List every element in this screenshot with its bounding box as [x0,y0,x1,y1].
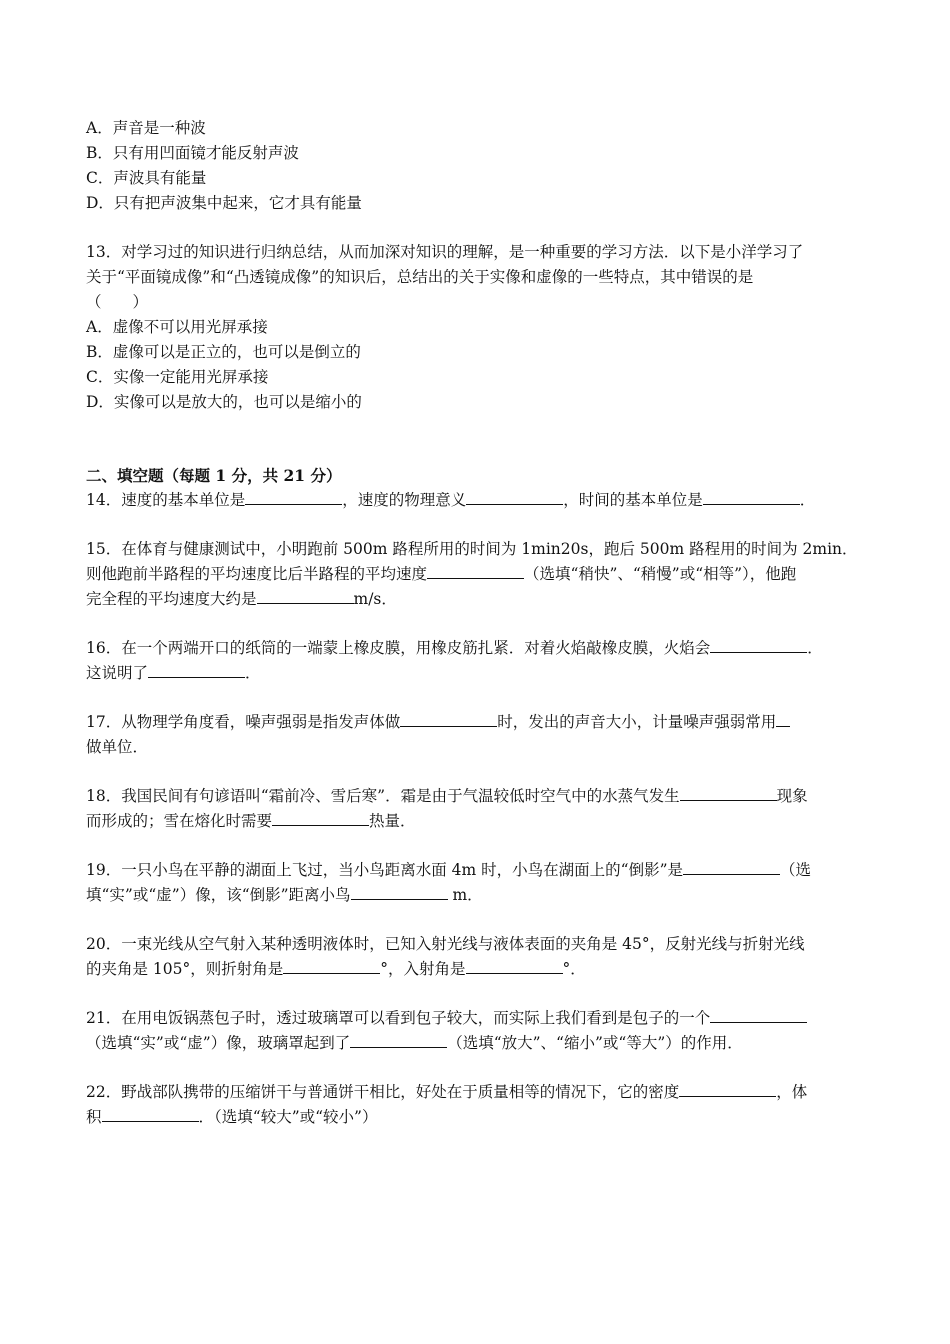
question-text [86,883,866,908]
question-19 [86,858,866,908]
question-16 [86,636,866,686]
question-text [86,1080,866,1105]
text-segment: °． [562,960,586,978]
answer-blank [102,1106,199,1122]
text-segment: ，体 [776,1083,808,1101]
option-c: C．实像一定能用光屏承接 [86,368,269,386]
text-segment: （选填“放大”、“缩小”或“等大”）的作用． [447,1034,743,1052]
answer-blank [466,958,563,974]
text-segment: 17．从物理学角度看，噪声强弱是指发声体做 [86,713,401,731]
question-text [86,488,866,513]
question-text [86,587,866,612]
answer-blank [710,1007,807,1023]
option-b: B．只有用凹面镜才能反射声波 [86,144,299,162]
text-segment: 填“实”或“虚”）像，该“倒影”距离小鸟 [86,886,351,904]
answer-blank [703,489,800,505]
text-segment: 积 [86,1108,102,1126]
question-13 [86,240,866,415]
text-segment: （选 [780,861,812,879]
question-text [86,710,866,735]
text-segment: °，入射角是 [380,960,466,978]
exam-page [86,116,866,1130]
text-segment: ． [807,639,823,657]
section-title: 二、填空题（每题 1 分，共 21 分） [86,466,342,485]
question-text [86,1006,866,1031]
text-segment: 则他跑前半路程的平均速度比后半路程的平均速度 [86,565,428,583]
question-text [86,1105,866,1130]
text-segment: 22．野战部队携带的压缩饼干与普通饼干相比，好处在于质量相等的情况下，它的密度 [86,1083,680,1101]
question-text [86,562,866,587]
answer-blank [710,637,807,653]
text-segment: 完全程的平均速度大约是 [86,590,257,608]
question-text: 关于“平面镜成像”和“凸透镜成像”的知识后，总结出的关于实像和虚像的一些特点，其中错误的是 [86,268,754,286]
text-segment: 16．在一个两端开口的纸筒的一端蒙上橡皮膜，用橡皮筋扎紧．对着火焰敲橡皮膜，火焰会 [86,639,711,657]
question-22 [86,1080,866,1130]
answer-blank [257,588,354,604]
answer-blank [351,884,448,900]
text-segment: 现象 [776,787,808,805]
answer-blank [679,1081,776,1097]
question-text [86,636,866,661]
text-segment: ．（选填“较大”或“较小”） [198,1108,378,1126]
text-segment: ． [245,664,261,682]
text-segment: 19．一只小鸟在平静的湖面上飞过，当小鸟距离水面 4m 时，小鸟在湖面上的“倒影”是 [86,861,683,879]
text-segment: （选填“稍快”、“稍慢”或“相等”），他跑 [524,565,797,583]
text-segment: m． [447,886,483,904]
answer-blank [350,1032,447,1048]
question-text: 15．在体育与健康测试中，小明跑前 500m 路程所用的时间为 1min20s，跑后 500m 路程用的时间为 2min． [86,540,858,558]
question-15 [86,537,866,612]
text-segment: 而形成的；雪在熔化时需要 [86,812,273,830]
question-text: 20．一束光线从空气射入某种透明液体时，已知入射光线与液体表面的夹角是 45°，反射光线与折射光线 [86,935,805,953]
text-segment: 的夹角是 105°，则折射角是 [86,960,284,978]
text-segment: 这说明了 [86,664,149,682]
answer-blank [427,563,524,579]
question-17 [86,710,866,760]
text-segment: （选填“实”或“虚”）像，玻璃罩起到了 [86,1034,351,1052]
text-segment: ． [799,491,816,509]
answer-blank [683,859,780,875]
text-segment: ，时间的基本单位是 [563,491,703,509]
question-text [86,809,866,834]
option-a: A．声音是一种波 [86,119,206,137]
option-d: D．只有把声波集中起来，它才具有能量 [86,194,362,212]
text-segment: 18．我国民间有句谚语叫“霜前冷、雪后寒”．霜是由于气温较低时空气中的水蒸气发生 [86,787,680,805]
question-18 [86,784,866,834]
option-a: A．虚像不可以用光屏承接 [86,318,268,336]
answer-blank [283,958,380,974]
text-segment: 21．在用电饭锅蒸包子时，透过玻璃罩可以看到包子较大，而实际上我们看到是包子的一个 [86,1009,711,1027]
answer-blank [272,810,369,826]
answer-parentheses: （ ） [86,293,149,311]
question-text [86,661,866,686]
option-b: B．虚像可以是正立的，也可以是倒立的 [86,343,361,361]
answer-blank [400,711,497,727]
option-c: C．声波具有能量 [86,169,207,187]
text-segment: 时，发出的声音大小，计量噪声强弱常用 [497,713,777,731]
text-segment: m/s． [353,590,397,608]
question-text [86,1031,866,1056]
question-text [86,784,866,809]
question-text [86,957,866,982]
option-d: D．实像可以是放大的，也可以是缩小的 [86,393,362,411]
answer-blank [245,489,342,505]
answer-blank [466,489,563,505]
question-text [86,858,866,883]
text-segment: 热量． [369,812,416,830]
question-14 [86,488,866,513]
text-segment: 14．速度的基本单位是 [86,491,246,509]
answer-blank [680,785,777,801]
q12-options [86,116,866,216]
answer-blank [776,711,790,727]
question-21 [86,1006,866,1056]
answer-blank [148,662,245,678]
question-20 [86,932,866,982]
question-text: 做单位． [86,738,149,756]
question-text: 13．对学习过的知识进行归纳总结，从而加深对知识的理解，是一种重要的学习方法．以下是小洋学习了 [86,243,804,261]
text-segment: ，速度的物理意义 [342,491,467,509]
